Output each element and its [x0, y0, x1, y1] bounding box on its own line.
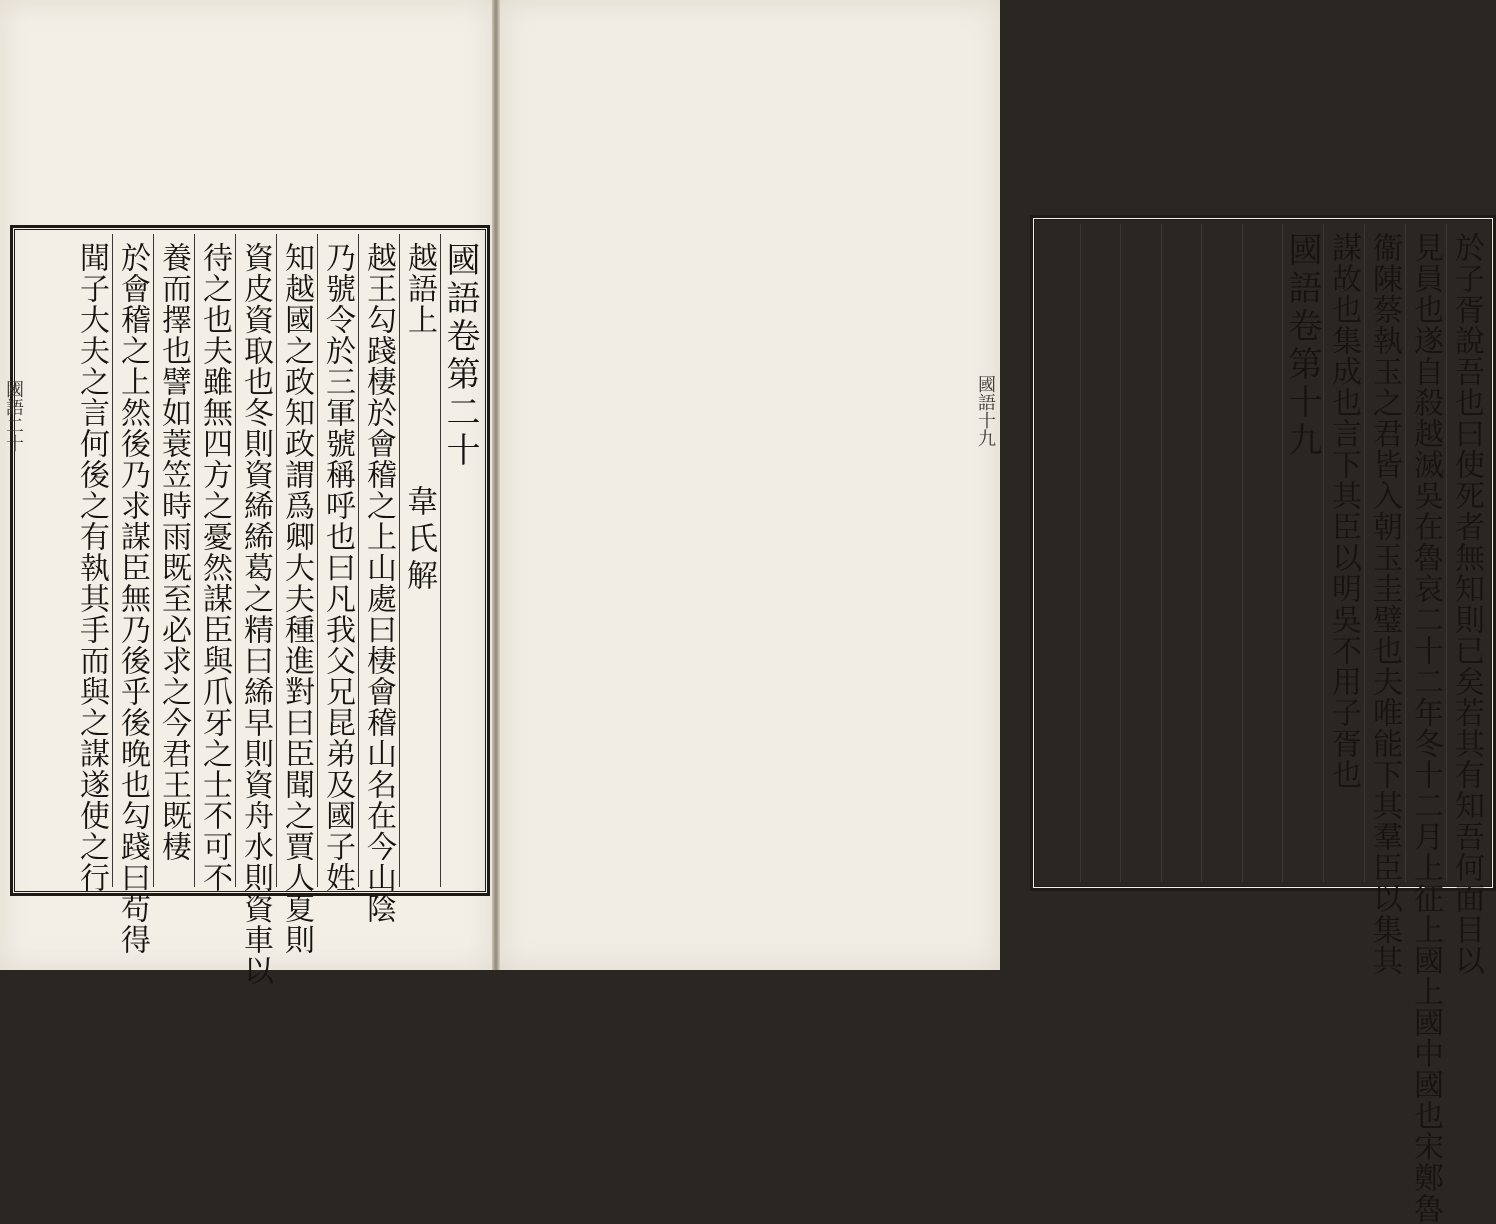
chapter-heading-column: [399, 234, 440, 887]
volume-title-20: [440, 234, 481, 887]
left-columns: [19, 234, 481, 986]
text-column: 知越國之政知政謂爲卿大夫種進對曰臣聞之賈人夏則: [276, 234, 317, 887]
text-column: 聞子大夫之言何後之有執其手而與之謀遂使之行: [74, 242, 109, 893]
right-edge-mark: 國語十九: [975, 375, 996, 447]
empty-column: [1161, 224, 1202, 882]
text-column: 乃號令於三軍號稱呼也曰凡我父兄昆弟及國子姓: [317, 234, 358, 887]
commentator-name: 韋氏解: [401, 485, 437, 596]
empty-column: [1039, 224, 1079, 882]
right-text-frame: [1030, 215, 1496, 1224]
empty-column: [1120, 224, 1161, 882]
volume-title-text: 國語卷第二十: [440, 242, 480, 470]
text-column: 見員也遂自殺越滅吳在魯哀二十二年冬十二月上征上國上國中國也宋鄭魯: [1405, 224, 1446, 882]
left-edge-mark: 國語二十: [3, 380, 24, 452]
chapter-heading: 越語上: [402, 242, 437, 335]
empty-column: [1242, 224, 1283, 882]
empty-column: [1201, 224, 1242, 882]
text-column: 資皮資取也冬則資絺絺葛之精曰絺早則資舟水則資車以: [235, 234, 276, 887]
left-page: [0, 0, 492, 986]
right-page: [500, 0, 1484, 1224]
text-column: 待之也夫雖無四方之憂然謀臣與爪牙之士不可不: [194, 234, 235, 887]
text-column: 越王勾踐棲於會稽之上山處曰棲會稽山名在今山陰: [358, 234, 399, 887]
text-column: 衞陳蔡執玉之君皆入朝玉圭璧也夫唯能下其羣臣以集其: [1364, 224, 1405, 882]
volume-end-title-text: 國語卷第十九: [1282, 232, 1322, 460]
text-column: 養而擇也譬如蓑笠時雨既至必求之今君王既棲: [153, 234, 194, 887]
text-column: 於子胥說吾也曰使死者無知則已矣若其有知吾何面目以: [1446, 224, 1487, 882]
text-column: 謀故也集成也言下其臣以明吳不用子胥也: [1323, 224, 1364, 882]
empty-column: [1080, 224, 1121, 882]
text-column: 於會稽之上然後乃求謀臣無乃後乎後晚也勾踐曰苟得: [112, 234, 153, 887]
left-text-frame: [10, 225, 490, 986]
volume-end-title-19: [1282, 224, 1323, 882]
right-columns: [1039, 224, 1487, 1224]
book-gutter: [492, 0, 500, 970]
